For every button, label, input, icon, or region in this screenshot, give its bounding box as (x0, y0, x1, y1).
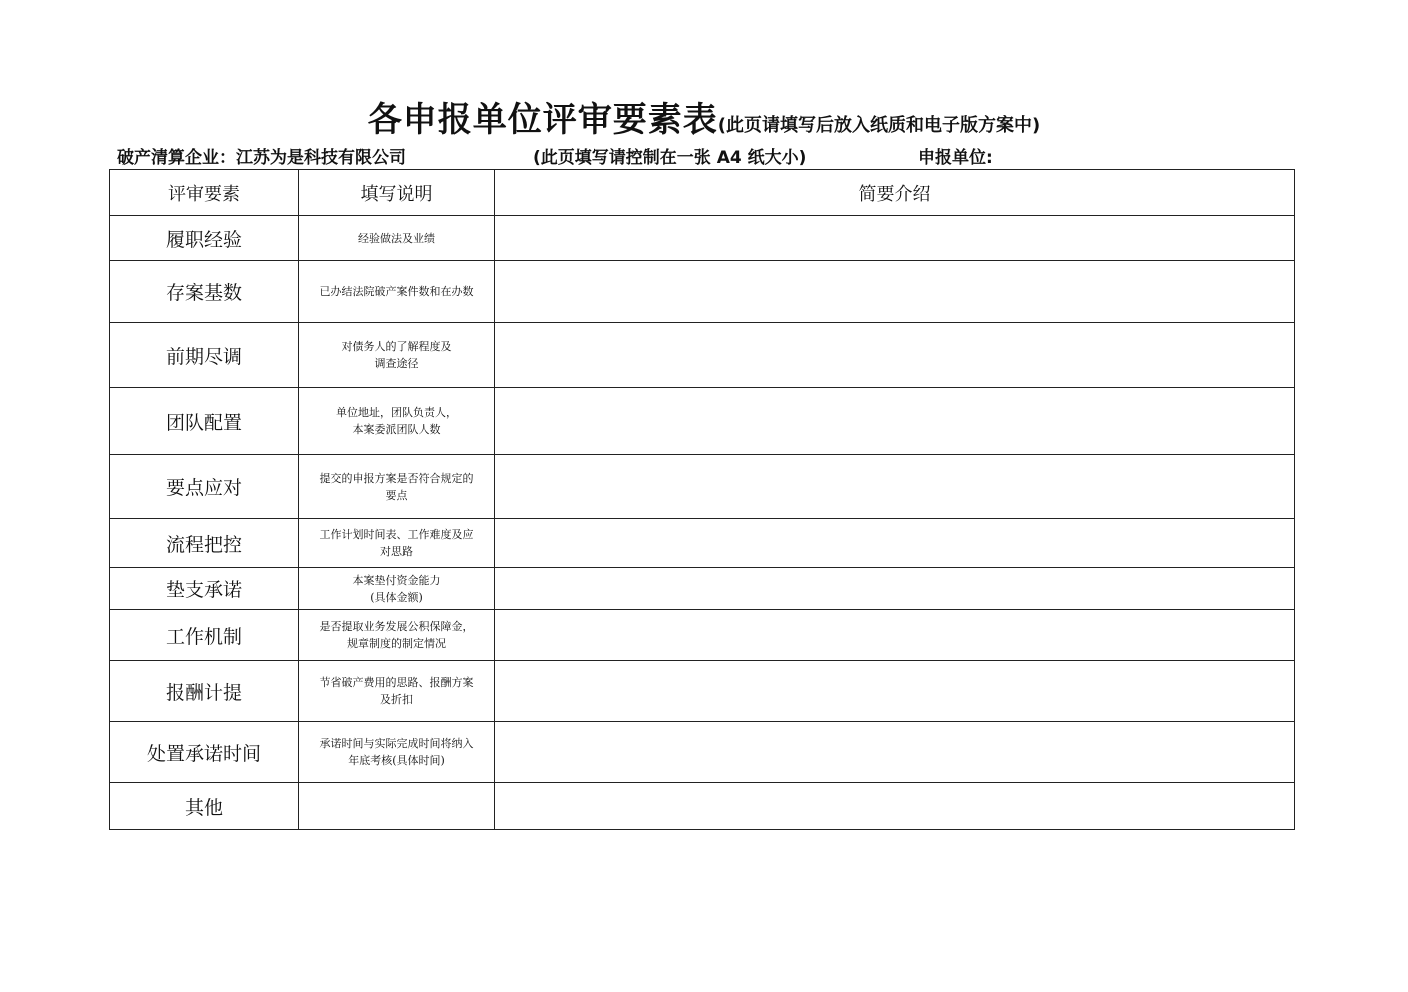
header-instructions: 填写说明 (299, 170, 495, 216)
brief-intro-cell[interactable] (495, 661, 1295, 722)
instructions-line: 承诺时间与实际完成时间将纳入 (319, 737, 474, 750)
brief-intro-cell[interactable] (495, 519, 1295, 568)
element-cell: 处置承诺时间 (110, 722, 299, 783)
instructions-line: 调查途径 (374, 357, 419, 370)
instructions-line: 对债务人的了解程度及 (341, 340, 452, 353)
table-row (110, 661, 1295, 722)
instructions-cell (299, 216, 495, 261)
instructions-cell (299, 323, 495, 388)
instructions-cell (299, 261, 495, 323)
element-cell: 工作机制 (110, 610, 299, 661)
table-row (110, 783, 1295, 830)
instructions-line: 经验做法及业绩 (358, 231, 435, 245)
element-cell: 垫支承诺 (110, 568, 299, 610)
element-cell: 其他 (110, 783, 299, 830)
table-row (110, 216, 1295, 261)
brief-intro-cell[interactable] (495, 610, 1295, 661)
instructions-cell (299, 455, 495, 519)
form-title: 各申报单位评审要素表 (367, 100, 718, 140)
element-cell: 报酬计提 (110, 661, 299, 722)
element-cell: 存案基数 (110, 261, 299, 323)
bankrupt-company-label: 破产清算企业：江苏为是科技有限公司 (117, 148, 406, 168)
element-cell: 履职经验 (110, 216, 299, 261)
brief-intro-cell[interactable] (495, 455, 1295, 519)
instructions-cell (299, 568, 495, 610)
table-row (110, 388, 1295, 455)
brief-intro-cell[interactable] (495, 216, 1295, 261)
instructions-cell (299, 661, 495, 722)
brief-intro-cell[interactable] (495, 568, 1295, 610)
applicant-unit-label: 申报单位: (918, 148, 993, 168)
size-note: (此页填写请控制在一张 A4 纸大小) (533, 148, 807, 168)
instructions-line: 已办结法院破产案件数和在办数 (319, 285, 474, 298)
instructions-line: 规章制度的制定情况 (347, 637, 446, 650)
table-row (110, 261, 1295, 323)
instructions-cell (299, 388, 495, 455)
instructions-cell (299, 519, 495, 568)
instructions-line: 本案委派团队人数 (352, 423, 441, 436)
instructions-line: 工作计划时间表、工作难度及应 (319, 528, 474, 541)
instructions-cell (299, 722, 495, 783)
brief-intro-cell[interactable] (495, 261, 1295, 323)
instructions-cell (299, 783, 495, 830)
form-title-note: (此页请填写后放入纸质和电子版方案中) (717, 115, 1041, 136)
table-row (110, 610, 1295, 661)
page-title (0, 92, 1408, 141)
instructions-line: 要点 (385, 488, 408, 502)
brief-intro-cell[interactable] (495, 388, 1295, 455)
table-row (110, 323, 1295, 388)
brief-intro-cell[interactable] (495, 783, 1295, 830)
element-cell: 要点应对 (110, 455, 299, 519)
instructions-line: 节省破产费用的思路、报酬方案 (319, 676, 474, 689)
element-cell: 团队配置 (110, 388, 299, 455)
instructions-line: 及折扣 (380, 693, 413, 706)
instructions-line: 本案垫付资金能力 (352, 573, 441, 587)
instructions-line: 提交的申报方案是否符合规定的 (319, 471, 474, 485)
evaluation-table (109, 169, 1295, 830)
table-row (110, 455, 1295, 519)
table-row (110, 568, 1295, 610)
instructions-line: 是否提取业务发展公积保障金， (319, 620, 474, 633)
brief-intro-cell[interactable] (495, 722, 1295, 783)
table-header-row (110, 170, 1295, 216)
instructions-line: 对思路 (380, 545, 413, 558)
instructions-line: 年底考核(具体时间) (348, 754, 445, 767)
header-element: 评审要素 (110, 170, 299, 216)
header-brief-intro: 简要介绍 (495, 170, 1295, 216)
instructions-line: 单位地址，团队负责人， (336, 406, 457, 419)
brief-intro-cell[interactable] (495, 323, 1295, 388)
element-cell: 流程把控 (110, 519, 299, 568)
table-row (110, 519, 1295, 568)
instructions-cell (299, 610, 495, 661)
instructions-line: (具体金额) (370, 590, 423, 604)
element-cell: 前期尽调 (110, 323, 299, 388)
table-row (110, 722, 1295, 783)
